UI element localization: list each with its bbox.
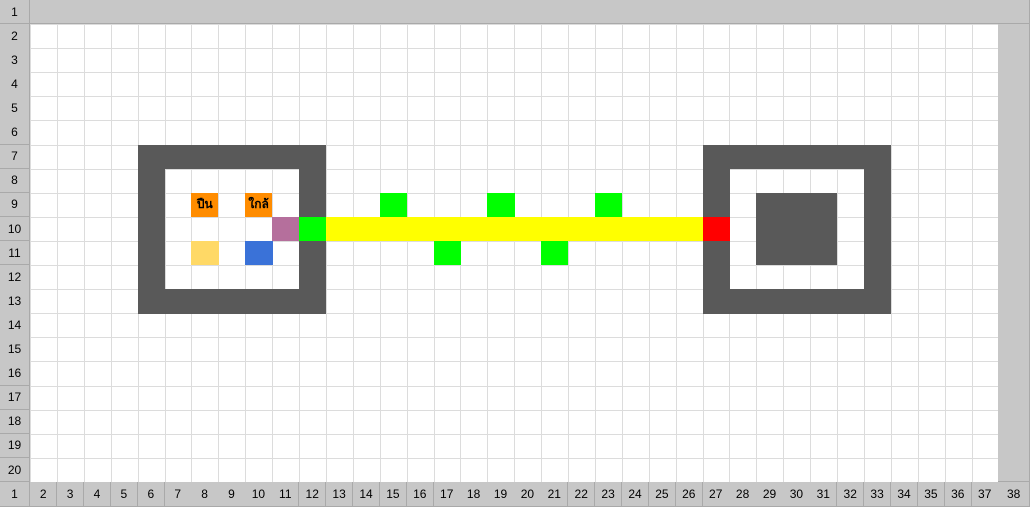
grid-column-line bbox=[111, 24, 112, 482]
grid-column-line bbox=[407, 24, 408, 482]
row-header-5: 5 bbox=[0, 96, 30, 121]
mauve-player-square bbox=[272, 217, 299, 242]
column-header-29: 29 bbox=[756, 482, 783, 507]
green-square-23-9 bbox=[595, 193, 622, 218]
grid-column-line bbox=[487, 24, 488, 482]
right-room-wall-top bbox=[703, 145, 892, 170]
grid-column-line bbox=[57, 24, 58, 482]
right-room-wall-left-upper bbox=[703, 169, 730, 218]
row-header-16: 16 bbox=[0, 361, 30, 386]
row-header-20: 20 bbox=[0, 458, 30, 483]
right-room-wall-right bbox=[864, 169, 891, 290]
column-header-4: 4 bbox=[84, 482, 111, 507]
row-header-11: 11 bbox=[0, 241, 30, 266]
right-room-wall-bottom bbox=[703, 289, 892, 314]
grid-row-line bbox=[30, 361, 998, 362]
row-header-19: 19 bbox=[0, 434, 30, 459]
row-header-3: 3 bbox=[0, 48, 30, 73]
column-header-32: 32 bbox=[837, 482, 864, 507]
shoot-button[interactable]: ปืน bbox=[191, 193, 218, 217]
row-header-17: 17 bbox=[0, 386, 30, 411]
row-header-8: 8 bbox=[0, 169, 30, 194]
column-header-19: 19 bbox=[487, 482, 514, 507]
left-room-wall-bottom bbox=[138, 289, 327, 314]
left-room-wall-top bbox=[138, 145, 327, 170]
column-header-6: 6 bbox=[138, 482, 165, 507]
column-header-14: 14 bbox=[353, 482, 380, 507]
yellow-path bbox=[326, 217, 703, 242]
row-header-10: 10 bbox=[0, 217, 30, 242]
row-header-1: 1 bbox=[0, 0, 30, 24]
column-header-17: 17 bbox=[434, 482, 461, 507]
column-header-7: 7 bbox=[165, 482, 192, 507]
light-orange-square bbox=[191, 241, 218, 266]
column-header-3: 3 bbox=[57, 482, 84, 507]
column-header-15: 15 bbox=[380, 482, 407, 507]
column-header-23: 23 bbox=[595, 482, 622, 507]
row-header-7: 7 bbox=[0, 145, 30, 170]
top-header-bar bbox=[30, 0, 1030, 24]
green-square-19-9 bbox=[487, 193, 514, 218]
column-header-35: 35 bbox=[918, 482, 945, 507]
grid-column-line bbox=[353, 24, 354, 482]
column-header-24: 24 bbox=[622, 482, 649, 507]
column-header-36: 36 bbox=[945, 482, 972, 507]
grid-row-line bbox=[30, 410, 998, 411]
grid-row-line bbox=[30, 458, 998, 459]
grid-row-line bbox=[30, 48, 998, 49]
column-header-22: 22 bbox=[568, 482, 595, 507]
green-square-21-11 bbox=[541, 241, 568, 266]
left-room-wall-right-lower bbox=[299, 241, 326, 290]
column-header-12: 12 bbox=[299, 482, 326, 507]
grid-row-line bbox=[30, 120, 998, 121]
column-header-30: 30 bbox=[783, 482, 810, 507]
grid-column-line bbox=[622, 24, 623, 482]
left-room-wall-left bbox=[138, 169, 165, 290]
row-header-9: 9 bbox=[0, 193, 30, 218]
column-header-5: 5 bbox=[111, 482, 138, 507]
row-header-12: 12 bbox=[0, 265, 30, 290]
column-header-11: 11 bbox=[272, 482, 299, 507]
column-header-13: 13 bbox=[326, 482, 353, 507]
grid-column-line bbox=[972, 24, 973, 482]
column-header-28: 28 bbox=[729, 482, 756, 507]
row-header-4: 4 bbox=[0, 72, 30, 97]
column-header-21: 21 bbox=[541, 482, 568, 507]
grid-row-line bbox=[30, 337, 998, 338]
right-room-wall-left-lower bbox=[703, 241, 730, 290]
grid-column-line bbox=[514, 24, 515, 482]
column-header-33: 33 bbox=[864, 482, 891, 507]
green-square-15-9 bbox=[380, 193, 407, 218]
column-header-18: 18 bbox=[460, 482, 487, 507]
column-header-16: 16 bbox=[407, 482, 434, 507]
row-header-2: 2 bbox=[0, 24, 30, 49]
grid-row-line bbox=[30, 265, 998, 266]
grid-column-line bbox=[380, 24, 381, 482]
grid-column-line bbox=[649, 24, 650, 482]
grid-row-line bbox=[30, 24, 998, 25]
column-header-8: 8 bbox=[191, 482, 218, 507]
column-header-26: 26 bbox=[676, 482, 703, 507]
blue-square bbox=[245, 241, 272, 266]
grid-row-line bbox=[30, 96, 998, 97]
right-header-column bbox=[998, 24, 1030, 482]
column-header-37: 37 bbox=[972, 482, 999, 507]
column-header-27: 27 bbox=[703, 482, 730, 507]
row-header-14: 14 bbox=[0, 313, 30, 338]
right-room-center-block bbox=[756, 193, 837, 266]
grid-row-line bbox=[30, 434, 998, 435]
column-header-34: 34 bbox=[891, 482, 918, 507]
row-header-18: 18 bbox=[0, 410, 30, 435]
grid-column-line bbox=[595, 24, 596, 482]
grid-row-line bbox=[30, 72, 998, 73]
grid-column-line bbox=[84, 24, 85, 482]
row-header-13: 13 bbox=[0, 289, 30, 314]
row-header-15: 15 bbox=[0, 337, 30, 362]
column-header-10: 10 bbox=[245, 482, 272, 507]
column-header-2: 2 bbox=[30, 482, 57, 507]
row-header-6: 6 bbox=[0, 120, 30, 145]
grid-column-line bbox=[676, 24, 677, 482]
melee-button[interactable]: ใกล้ bbox=[245, 193, 272, 217]
column-header-20: 20 bbox=[514, 482, 541, 507]
grid-column-line bbox=[918, 24, 919, 482]
column-header-25: 25 bbox=[649, 482, 676, 507]
column-header-9: 9 bbox=[218, 482, 245, 507]
column-header-1: 1 bbox=[0, 482, 30, 507]
left-room-wall-right-upper bbox=[299, 169, 326, 218]
column-header-31: 31 bbox=[810, 482, 837, 507]
grid-column-line bbox=[945, 24, 946, 482]
column-header-38: 38 bbox=[998, 482, 1030, 507]
green-gate-left bbox=[299, 217, 326, 242]
grid-row-line bbox=[30, 386, 998, 387]
red-gate-right bbox=[703, 217, 730, 242]
grid-column-line bbox=[30, 24, 31, 482]
green-square-17-11 bbox=[434, 241, 461, 266]
